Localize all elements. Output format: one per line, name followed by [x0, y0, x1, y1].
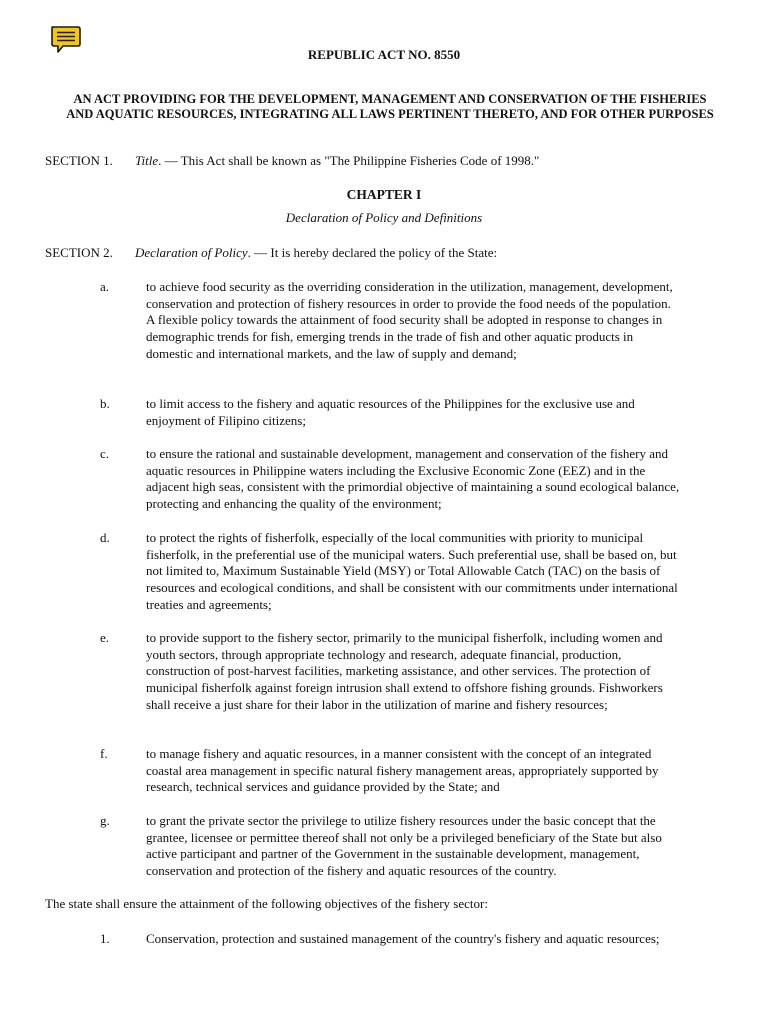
objectives-intro: The state shall ensure the attainment of the following objectives of the fishery sector:: [45, 896, 488, 911]
section-1-text: . — This Act shall be known as "The Philippine Fisheries Code of 1998.": [158, 153, 540, 168]
section-1-label: SECTION 1.: [45, 153, 113, 168]
chapter-title: CHAPTER I: [346, 187, 422, 202]
section-2-heading: Declaration of Policy: [135, 245, 248, 260]
item-text: to limit access to the fishery and aquatic resources of the Philippines for the exclusive use and enjoyment of Filipino citizens;: [146, 396, 635, 428]
item-text: to grant the private sector the privilege to utilize fishery resources under the basic concept that the grantee, licensee or permittee thereof shall not only be a privileged beneficiary of the State but also active participant and partner of the Government in the sustainable development, management, conservation and protection of the fishery and aquatic resources of the country.: [146, 813, 662, 879]
item-letter: c.: [100, 446, 110, 461]
section-2-text: . — It is hereby declared the policy of the State:: [247, 245, 498, 260]
objective-text: Conservation, protection and sustained management of the country's fishery and aquatic resources;: [146, 931, 660, 946]
item-letter: a.: [100, 279, 110, 294]
item-text: to manage fishery and aquatic resources, in a manner consistent with the concept of an integrated coastal area management in specific natural fishery management areas, appropriately supported by research, technical services and guidance provided by the State; and: [146, 746, 659, 795]
item-letter: d.: [100, 530, 110, 545]
item-text: to ensure the rational and sustainable development, management and conservation of the fishery and aquatic resources in Philippine waters including the Exclusive Economic Zone (EEZ) and in the adjacent high seas, consistent with the primordial objective of maintaining a sound ecological balance, protecting and enhancing the quality of the environment;: [146, 446, 680, 512]
section-2-label: SECTION 2.: [45, 245, 113, 260]
chapter-subtitle: Declaration of Policy and Definitions: [285, 210, 483, 225]
section-2-body: [135, 245, 497, 262]
section-1-body: [135, 153, 539, 170]
act-subtitle-line-1: AN ACT PROVIDING FOR THE DEVELOPMENT, MANAGEMENT AND CONSERVATION OF THE FISHERIES: [73, 92, 707, 106]
act-subtitle-line-2: AND AQUATIC RESOURCES, INTEGRATING ALL LAWS PERTINENT THERETO, AND FOR OTHER PURPOSES: [66, 107, 714, 121]
act-subtitle: [50, 92, 730, 122]
item-text: to protect the rights of fisherfolk, especially of the local communities with priority to municipal fisherfolk, in the preferential use of the municipal waters. Such preferential use, shall be based on, but not limited to, Maximum Sustainable Yield (MSY) or Total Allowable Catch (TAC) on the basis of resources and ecological conditions, and shall be consistent with our commitments under international treaties and agreements;: [146, 530, 678, 612]
item-letter: g.: [100, 813, 110, 828]
item-letter: f.: [100, 746, 108, 761]
item-letter: e.: [100, 630, 110, 645]
item-text: to provide support to the fishery sector, primarily to the municipal fisherfolk, including women and youth sectors, through appropriate technology and research, adequate financial, production, construction of post-harvest facilities, marketing assistance, and other services. The protection of municipal fisherfolk against foreign intrusion shall extend to offshore fishing grounds. Fishworkers shall receive a just share for their labor in the utilization of marine and fishery resources;: [146, 630, 663, 712]
act-title: REPUBLIC ACT NO. 8550: [307, 47, 461, 62]
item-text: to achieve food security as the overriding consideration in the utilization, management, development, conservation and protection of fishery resources in order to provide the food needs of the population. A flexible policy towards the attainment of food security shall be adopted in response to changes in demographic trends for fish, emerging trends in the trade of fish and other aquatic products in domestic and international markets, and the law of supply and demand;: [146, 279, 673, 361]
objective-number: 1.: [100, 931, 110, 946]
section-1-heading: Title: [135, 153, 159, 168]
item-letter: b.: [100, 396, 110, 411]
